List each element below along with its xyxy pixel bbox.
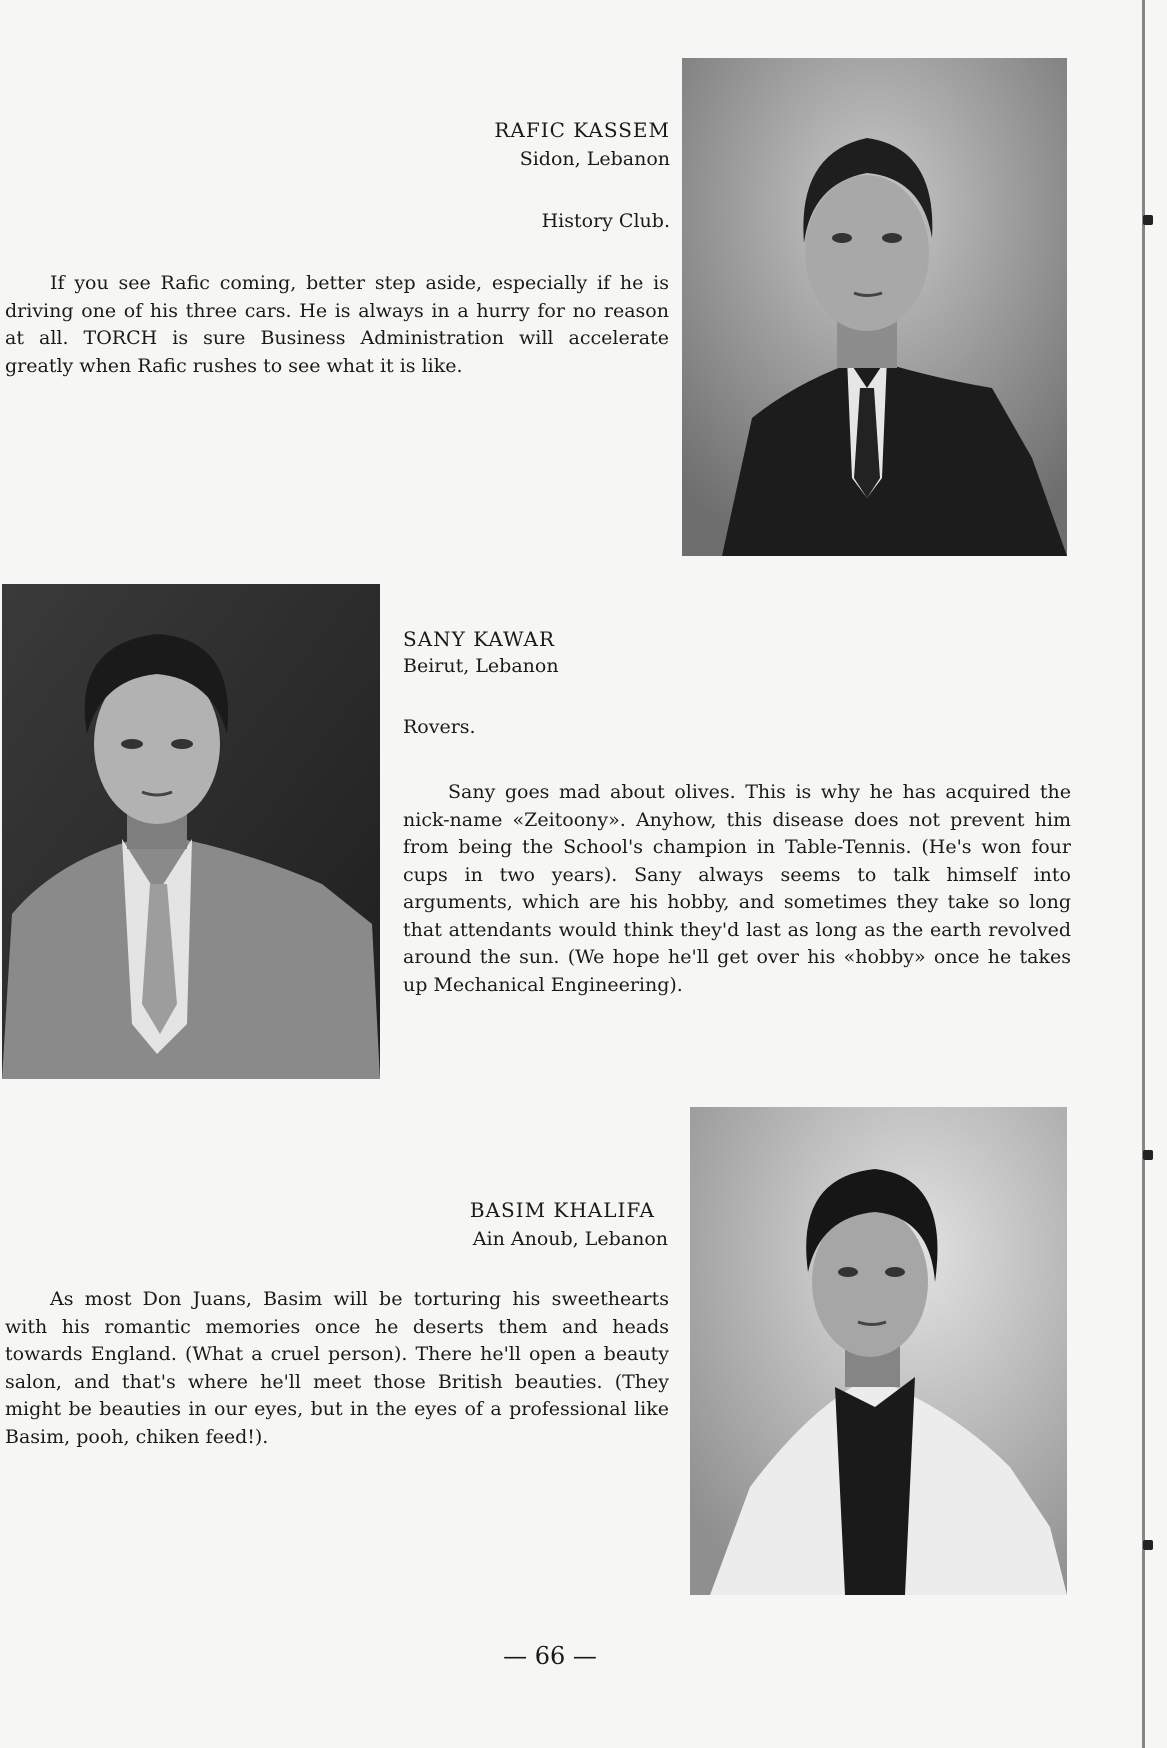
student-club: Rovers. xyxy=(403,716,476,738)
student-name: SANY KAWAR xyxy=(403,627,556,651)
page-spine xyxy=(1142,0,1145,1748)
student-hometown: Sidon, Lebanon xyxy=(519,148,670,170)
student-portrait-photo xyxy=(2,584,380,1079)
student-name: RAFIC KASSEM xyxy=(494,118,670,142)
student-portrait-photo xyxy=(690,1107,1067,1595)
spine-mark xyxy=(1143,215,1153,225)
student-portrait-photo xyxy=(682,58,1067,556)
student-name: BASIM KHALIFA xyxy=(469,1198,655,1222)
student-bio: As most Don Juans, Basim will be torturing his sweethearts with his romantic memories once he deserts them and heads towards England. (What a cruel person). There he'll open a beauty salon, and that's where he'll meet those British beauties. (They might be beauties in our eyes, but in the eyes of a professional like Basim, pooh, chiken feed!). xyxy=(5,1288,669,1448)
spine-mark xyxy=(1143,1150,1153,1160)
page-number: — 66 — xyxy=(503,1642,597,1670)
student-bio: Sany goes mad about olives. This is why he has acquired the nick-name «Zeitoony». Anyhow, this disease does not prevent him from being the School's champion in Table-Tennis. (He's won four cups in two years). Sany always seems to talk himself into arguments, which are his hobby, and sometimes they take so long that attendants would think they'd last as long as the earth revolved around the sun. (We hope he'll get over his «hobby» once he takes up Mechanical Engineering). xyxy=(403,781,1071,996)
student-hometown: Ain Anoub, Lebanon xyxy=(472,1228,668,1250)
student-hometown: Beirut, Lebanon xyxy=(403,655,559,677)
student-bio: If you see Rafic coming, better step aside, especially if he is driving one of his three cars. He is always in a hurry for no reason at all. TORCH is sure Business Administration will accelerate greatly when Rafic rushes to see what it is like. xyxy=(5,272,669,377)
spine-mark xyxy=(1143,1540,1153,1550)
student-club: History Club. xyxy=(541,210,670,232)
